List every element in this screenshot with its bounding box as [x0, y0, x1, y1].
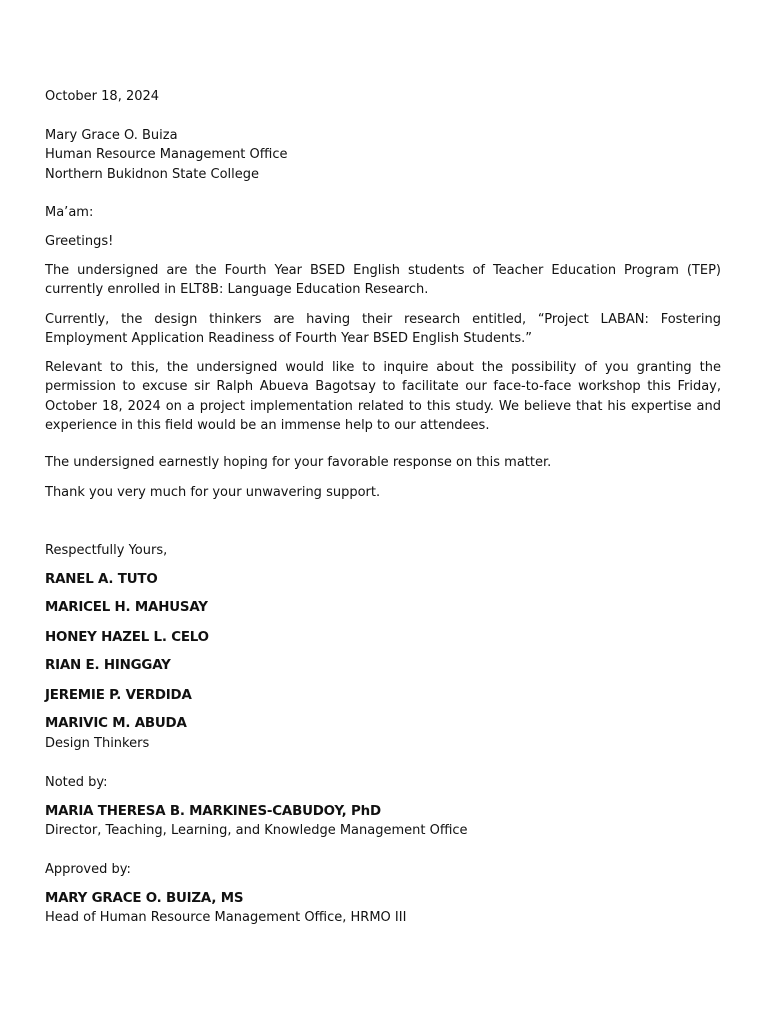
signatories-title: Design Thinkers: [45, 736, 150, 751]
paragraph-hope: The undersigned earnestly hoping for your favorable response on this matter.: [45, 455, 552, 470]
approved-by-label: Approved by:: [45, 862, 131, 877]
recipient-name: Mary Grace O. Buiza: [45, 128, 178, 143]
noted-by-title: Director, Teaching, Learning, and Knowledge Management Office: [45, 823, 468, 838]
recipient-institution: Northern Bukidnon State College: [45, 167, 260, 182]
noted-by-name: MARIA THERESA B. MARKINES-CABUDOY, PhD: [45, 804, 381, 819]
signatory-name: MARIVIC M. ABUDA: [45, 716, 187, 731]
paragraph-research: Currently, the design thinkers are having their research entitled, “Project LABAN: Fostering Employment Application Readiness of Fourth Year BSED English Students.”: [45, 312, 721, 347]
letter-date: October 18, 2024: [45, 89, 160, 104]
signatory-name: RANEL A. TUTO: [45, 572, 158, 587]
recipient-office: Human Resource Management Office: [45, 147, 288, 162]
greeting: Greetings!: [45, 234, 114, 249]
signatory-name: HONEY HAZEL L. CELO: [45, 630, 209, 645]
signatory-name: RIAN E. HINGGAY: [45, 658, 171, 673]
signatory-name: MARICEL H. MAHUSAY: [45, 600, 208, 615]
paragraph-thanks: Thank you very much for your unwavering support.: [45, 485, 381, 500]
paragraph-intro: The undersigned are the Fourth Year BSED English students of Teacher Education Program (TEP) currently enrolled in ELT8B: Language Education Research.: [45, 263, 721, 298]
approved-by-title: Head of Human Resource Management Office, HRMO III: [45, 910, 407, 925]
noted-by-label: Noted by:: [45, 775, 108, 790]
paragraph-request: Relevant to this, the undersigned would like to inquire about the possibility of you granting the permission to excuse sir Ralph Abueva Bagotsay to facilitate our face-to-face workshop this Friday, October 18, 2024 on a project implementation related to this study. We believe that his expertise and experience in this field would be an immense help to our attendees.: [45, 360, 721, 433]
salutation: Ma’am:: [45, 205, 94, 220]
approved-by-name: MARY GRACE O. BUIZA, MS: [45, 891, 244, 906]
signatory-name: JEREMIE P. VERDIDA: [45, 688, 192, 703]
closing: Respectfully Yours,: [45, 543, 168, 558]
